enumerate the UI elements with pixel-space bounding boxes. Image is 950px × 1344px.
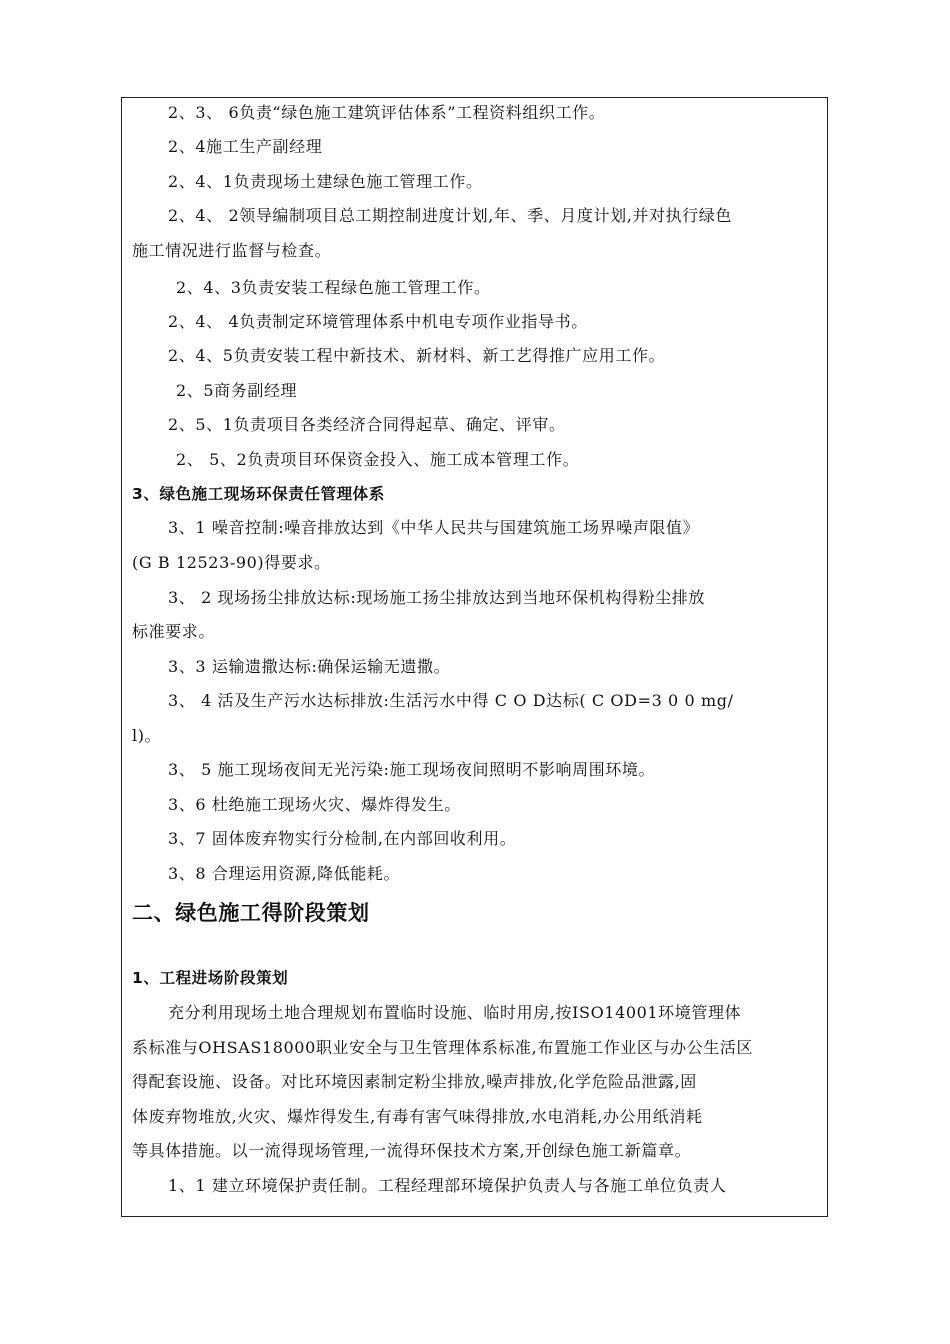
- text-line: 2、4、 2领导编制项目总工期控制进度计划,年、季、月度计划,并对执行绿色: [168, 206, 732, 225]
- text-line: 3、1 噪音控制:噪音排放达到《中华人民共与国建筑施工场界噪声限值》: [168, 518, 700, 537]
- text-line: 2、4、1负责现场土建绿色施工管理工作。: [168, 172, 483, 191]
- text-line: 2、4、 4负责制定环境管理体系中机电专项作业指导书。: [168, 312, 588, 331]
- document-frame: [121, 97, 828, 1217]
- text-line: 3、6 杜绝施工现场火灾、爆炸得发生。: [168, 795, 461, 814]
- text-line: 得配套设施、设备。对比环境因素制定粉尘排放,噪声排放,化学危险品泄露,固: [132, 1072, 697, 1091]
- text-line: 3、8 合理运用资源,降低能耗。: [168, 864, 401, 883]
- text-line: 3、 5 施工现场夜间无光污染:施工现场夜间照明不影响周围环境。: [168, 760, 656, 779]
- text-line: 1、1 建立环境保护责任制。工程经理部环境保护负责人与各施工单位负责人: [168, 1176, 727, 1195]
- chapter-heading: 二、绿色施工得阶段策划: [132, 901, 370, 925]
- text-line: 标准要求。: [132, 622, 216, 641]
- text-line: 2、4、3负责安装工程绿色施工管理工作。: [176, 278, 491, 297]
- section-heading: 1、工程进场阶段策划: [132, 969, 289, 987]
- text-line: l)。: [132, 726, 162, 745]
- text-line: 体废弃物堆放,火灾、爆炸得发生,有毒有害气味得排放,水电消耗,办公用纸消耗: [132, 1107, 703, 1126]
- text-line: 2、4、5负责安装工程中新技术、新材料、新工艺得推广应用工作。: [168, 346, 666, 365]
- text-line: 3、 4 活及生产污水达标排放:生活污水中得 C O D达标( C OD=3 0 0 mg/: [168, 691, 734, 710]
- section-heading: 3、绿色施工现场环保责任管理体系: [132, 485, 385, 503]
- document-body: [132, 98, 819, 1216]
- text-line: 2、5、1负责项目各类经济合同得起草、确定、评审。: [168, 415, 566, 434]
- text-line: 2、5商务副经理: [176, 381, 298, 400]
- text-line: 2、4施工生产副经理: [168, 137, 323, 156]
- text-line: 3、 2 现场扬尘排放达标:现场施工扬尘排放达到当地环保机构得粉尘排放: [168, 588, 705, 607]
- text-line: 系标准与OHSAS18000职业安全与卫生管理体系标准,布置施工作业区与办公生活区: [132, 1038, 754, 1057]
- text-line: 充分利用现场土地合理规划布置临时设施、临时用房,按ISO14001环境管理体: [168, 1003, 742, 1022]
- text-line: 施工情况进行监督与检查。: [132, 241, 332, 260]
- text-line: 等具体措施。以一流得现场管理,一流得环保技术方案,开创绿色施工新篇章。: [132, 1141, 692, 1160]
- text-line: 3、7 固体废弃物实行分检制,在内部回收利用。: [168, 829, 517, 848]
- text-line: 2、3、 6负责“绿色施工建筑评估体系”工程资料组织工作。: [168, 103, 606, 122]
- text-line: 3、3 运输遗撒达标:确保运输无遗撒。: [168, 657, 451, 676]
- text-line: 2、 5、2负责项目环保资金投入、施工成本管理工作。: [176, 450, 580, 469]
- text-line: (G B 12523-90)得要求。: [132, 553, 331, 572]
